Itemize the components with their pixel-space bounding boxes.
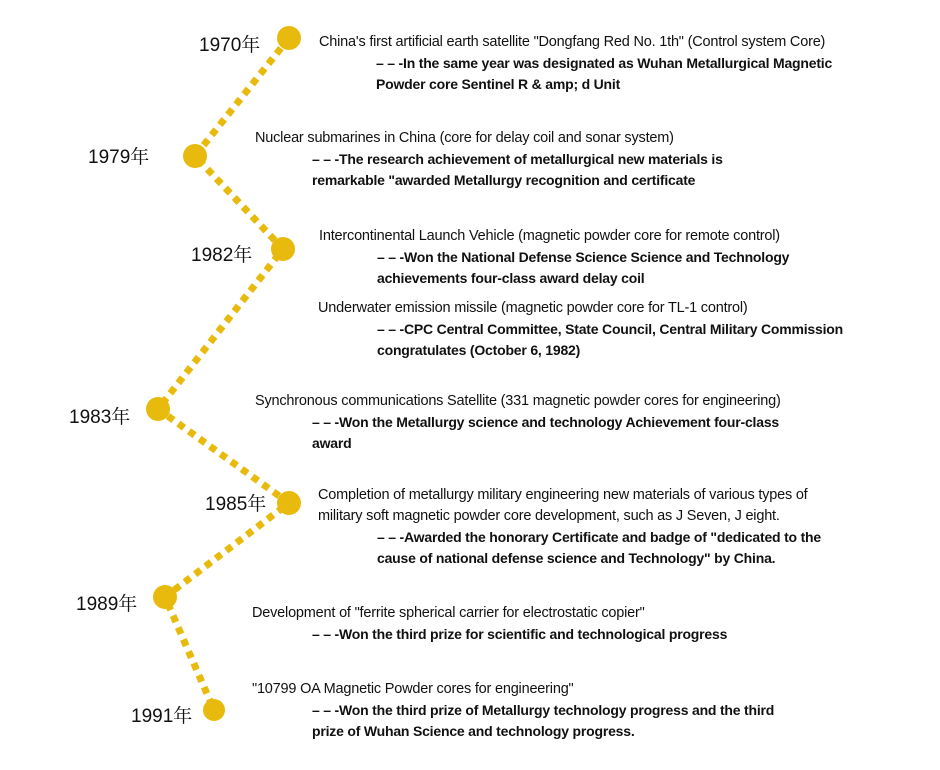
timeline-node-1991 (203, 699, 225, 721)
timeline-node-1982 (271, 237, 295, 261)
year-label-1970: 1970年 (199, 35, 261, 56)
event-award: – – -The research achievement of metallurgical new materials is remarkable "awarded Metallurgy recognition and certificate (312, 151, 723, 188)
timeline-node-1983 (146, 397, 170, 421)
event-1979-submarines (255, 128, 723, 191)
event-1982-launch-vehicle (319, 226, 789, 289)
event-title: China's first artificial earth satellite "Dongfang Red No. 1th" (Control system Core) (319, 34, 826, 50)
event-award: – – -Won the National Defense Science Science and Technology achievements four-class award delay coil (377, 249, 790, 286)
event-1982-missile (318, 298, 843, 361)
timeline-node-1979 (183, 144, 207, 168)
event-1989-ferrite-carrier (252, 603, 727, 645)
event-title: Completion of metallurgy military engineering new materials of various types of military soft magnetic powder core development, such as J Seven, J eight. (318, 487, 808, 524)
timeline-node-1989 (153, 585, 177, 609)
event-award: – – -Won the third prize for scientific and technological progress (312, 626, 728, 642)
event-award: – – -In the same year was designated as Wuhan Metallurgical Magnetic Powder core Sentinel R & amp; d Unit (376, 55, 833, 92)
year-label-1983: 1983年 (69, 407, 131, 428)
year-label-1985: 1985年 (205, 494, 267, 515)
event-title: Intercontinental Launch Vehicle (magnetic powder core for remote control) (319, 228, 780, 244)
event-1985-military-materials (318, 485, 821, 569)
timeline-node-1970 (277, 26, 301, 50)
event-1991-oa-cores (252, 679, 774, 742)
year-label-1982: 1982年 (191, 245, 253, 266)
event-title: "10799 OA Magnetic Powder cores for engineering" (252, 681, 574, 697)
year-label-1979: 1979年 (88, 147, 150, 168)
event-award: – – -CPC Central Committee, State Council, Central Military Commission congratulates (October 6, 1982) (377, 321, 843, 358)
event-title: Development of "ferrite spherical carrier for electrostatic copier" (252, 605, 645, 621)
event-award: – – -Won the third prize of Metallurgy technology progress and the third prize of Wuhan Science and technology progress. (312, 702, 775, 739)
event-award: – – -Awarded the honorary Certificate and badge of "dedicated to the cause of national defense science and Technology" by China. (377, 529, 821, 566)
event-1970-satellite (319, 32, 832, 95)
timeline-node-1985 (277, 491, 301, 515)
event-title: Synchronous communications Satellite (331 magnetic powder cores for engineering) (255, 393, 781, 409)
event-award: – – -Won the Metallurgy science and technology Achievement four-class award (312, 414, 779, 451)
event-title: Underwater emission missile (magnetic powder core for TL-1 control) (318, 300, 748, 316)
year-label-1989: 1989年 (76, 594, 138, 615)
event-1983-satellite (255, 391, 781, 454)
event-title: Nuclear submarines in China (core for delay coil and sonar system) (255, 130, 674, 146)
year-label-1991: 1991年 (131, 706, 193, 727)
